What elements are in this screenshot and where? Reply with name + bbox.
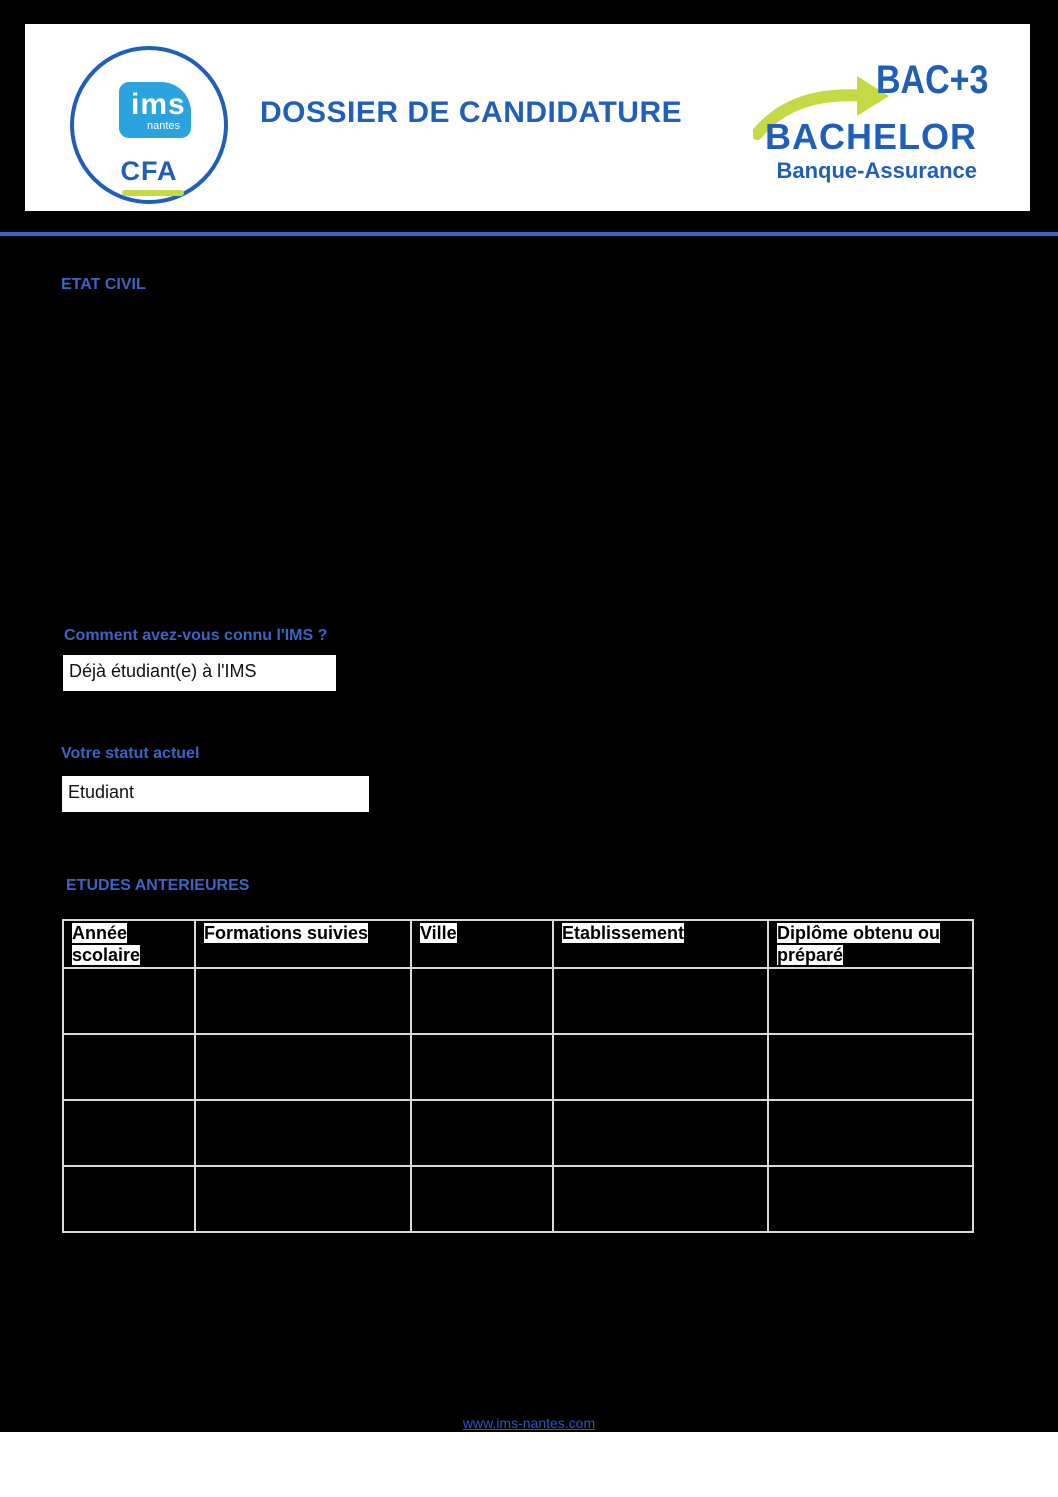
column-header-label: Année scolaire (72, 923, 141, 965)
table-cell[interactable] (553, 1100, 768, 1166)
logo-swoosh-icon (122, 190, 184, 196)
column-header-annee (63, 920, 195, 968)
source-label: Comment avez-vous connu l'IMS ? (64, 627, 328, 644)
column-header-label: Ville (420, 923, 457, 943)
column-header-formations (195, 920, 411, 968)
program-speciality: Banque-Assurance (776, 158, 977, 183)
table-cell[interactable] (411, 1166, 553, 1232)
table-cell[interactable] (411, 968, 553, 1034)
table-cell[interactable] (768, 1100, 973, 1166)
table-cell[interactable] (63, 1034, 195, 1100)
table-cell[interactable] (553, 1166, 768, 1232)
level-badge: BAC+3 (876, 58, 989, 102)
website-link[interactable]: www.ims-nantes.com (462, 1415, 596, 1431)
table-cell[interactable] (195, 1100, 411, 1166)
column-header-diplome (768, 920, 973, 968)
table-cell[interactable] (553, 1034, 768, 1100)
status-field[interactable]: Etudiant (62, 776, 369, 812)
column-header-label: Diplôme obtenu ou préparé (777, 923, 940, 965)
table-cell[interactable] (195, 1166, 411, 1232)
table-cell[interactable] (411, 1100, 553, 1166)
table-header-row (63, 920, 973, 968)
table-cell[interactable] (553, 968, 768, 1034)
table-cell[interactable] (63, 1166, 195, 1232)
header-banner (25, 24, 1030, 211)
column-header-label: Etablissement (562, 923, 685, 943)
table-row (63, 1034, 973, 1100)
table-cell[interactable] (768, 968, 973, 1034)
page-title: DOSSIER DE CANDIDATURE (260, 96, 683, 129)
column-header-label: Formations suivies (204, 923, 369, 943)
logo-ims-text: ims (131, 88, 186, 121)
logo-nantes-text: nantes (147, 120, 181, 132)
column-header-ville (411, 920, 553, 968)
ims-logo-tile (119, 82, 191, 138)
table-row (63, 1100, 973, 1166)
ims-cfa-logo (70, 46, 228, 204)
studies-table (62, 919, 974, 1233)
column-header-etablissement (553, 920, 768, 968)
table-cell[interactable] (63, 1100, 195, 1166)
page-bottom-margin (0, 1432, 1058, 1497)
section-etudes-anterieures: ETUDES ANTERIEURES (66, 877, 250, 894)
source-field[interactable]: Déjà étudiant(e) à l'IMS (63, 655, 336, 691)
logo-cfa-text: CFA (120, 156, 178, 186)
section-etat-civil: ETAT CIVIL (61, 276, 146, 293)
table-cell[interactable] (411, 1034, 553, 1100)
table-cell[interactable] (195, 1034, 411, 1100)
table-row (63, 968, 973, 1034)
table-cell[interactable] (63, 968, 195, 1034)
table-row (63, 1166, 973, 1232)
table-cell[interactable] (768, 1166, 973, 1232)
table-cell[interactable] (768, 1034, 973, 1100)
table-cell[interactable] (195, 968, 411, 1034)
header-divider (0, 232, 1058, 236)
program-title: BACHELOR (765, 116, 977, 157)
status-label: Votre statut actuel (61, 745, 200, 762)
